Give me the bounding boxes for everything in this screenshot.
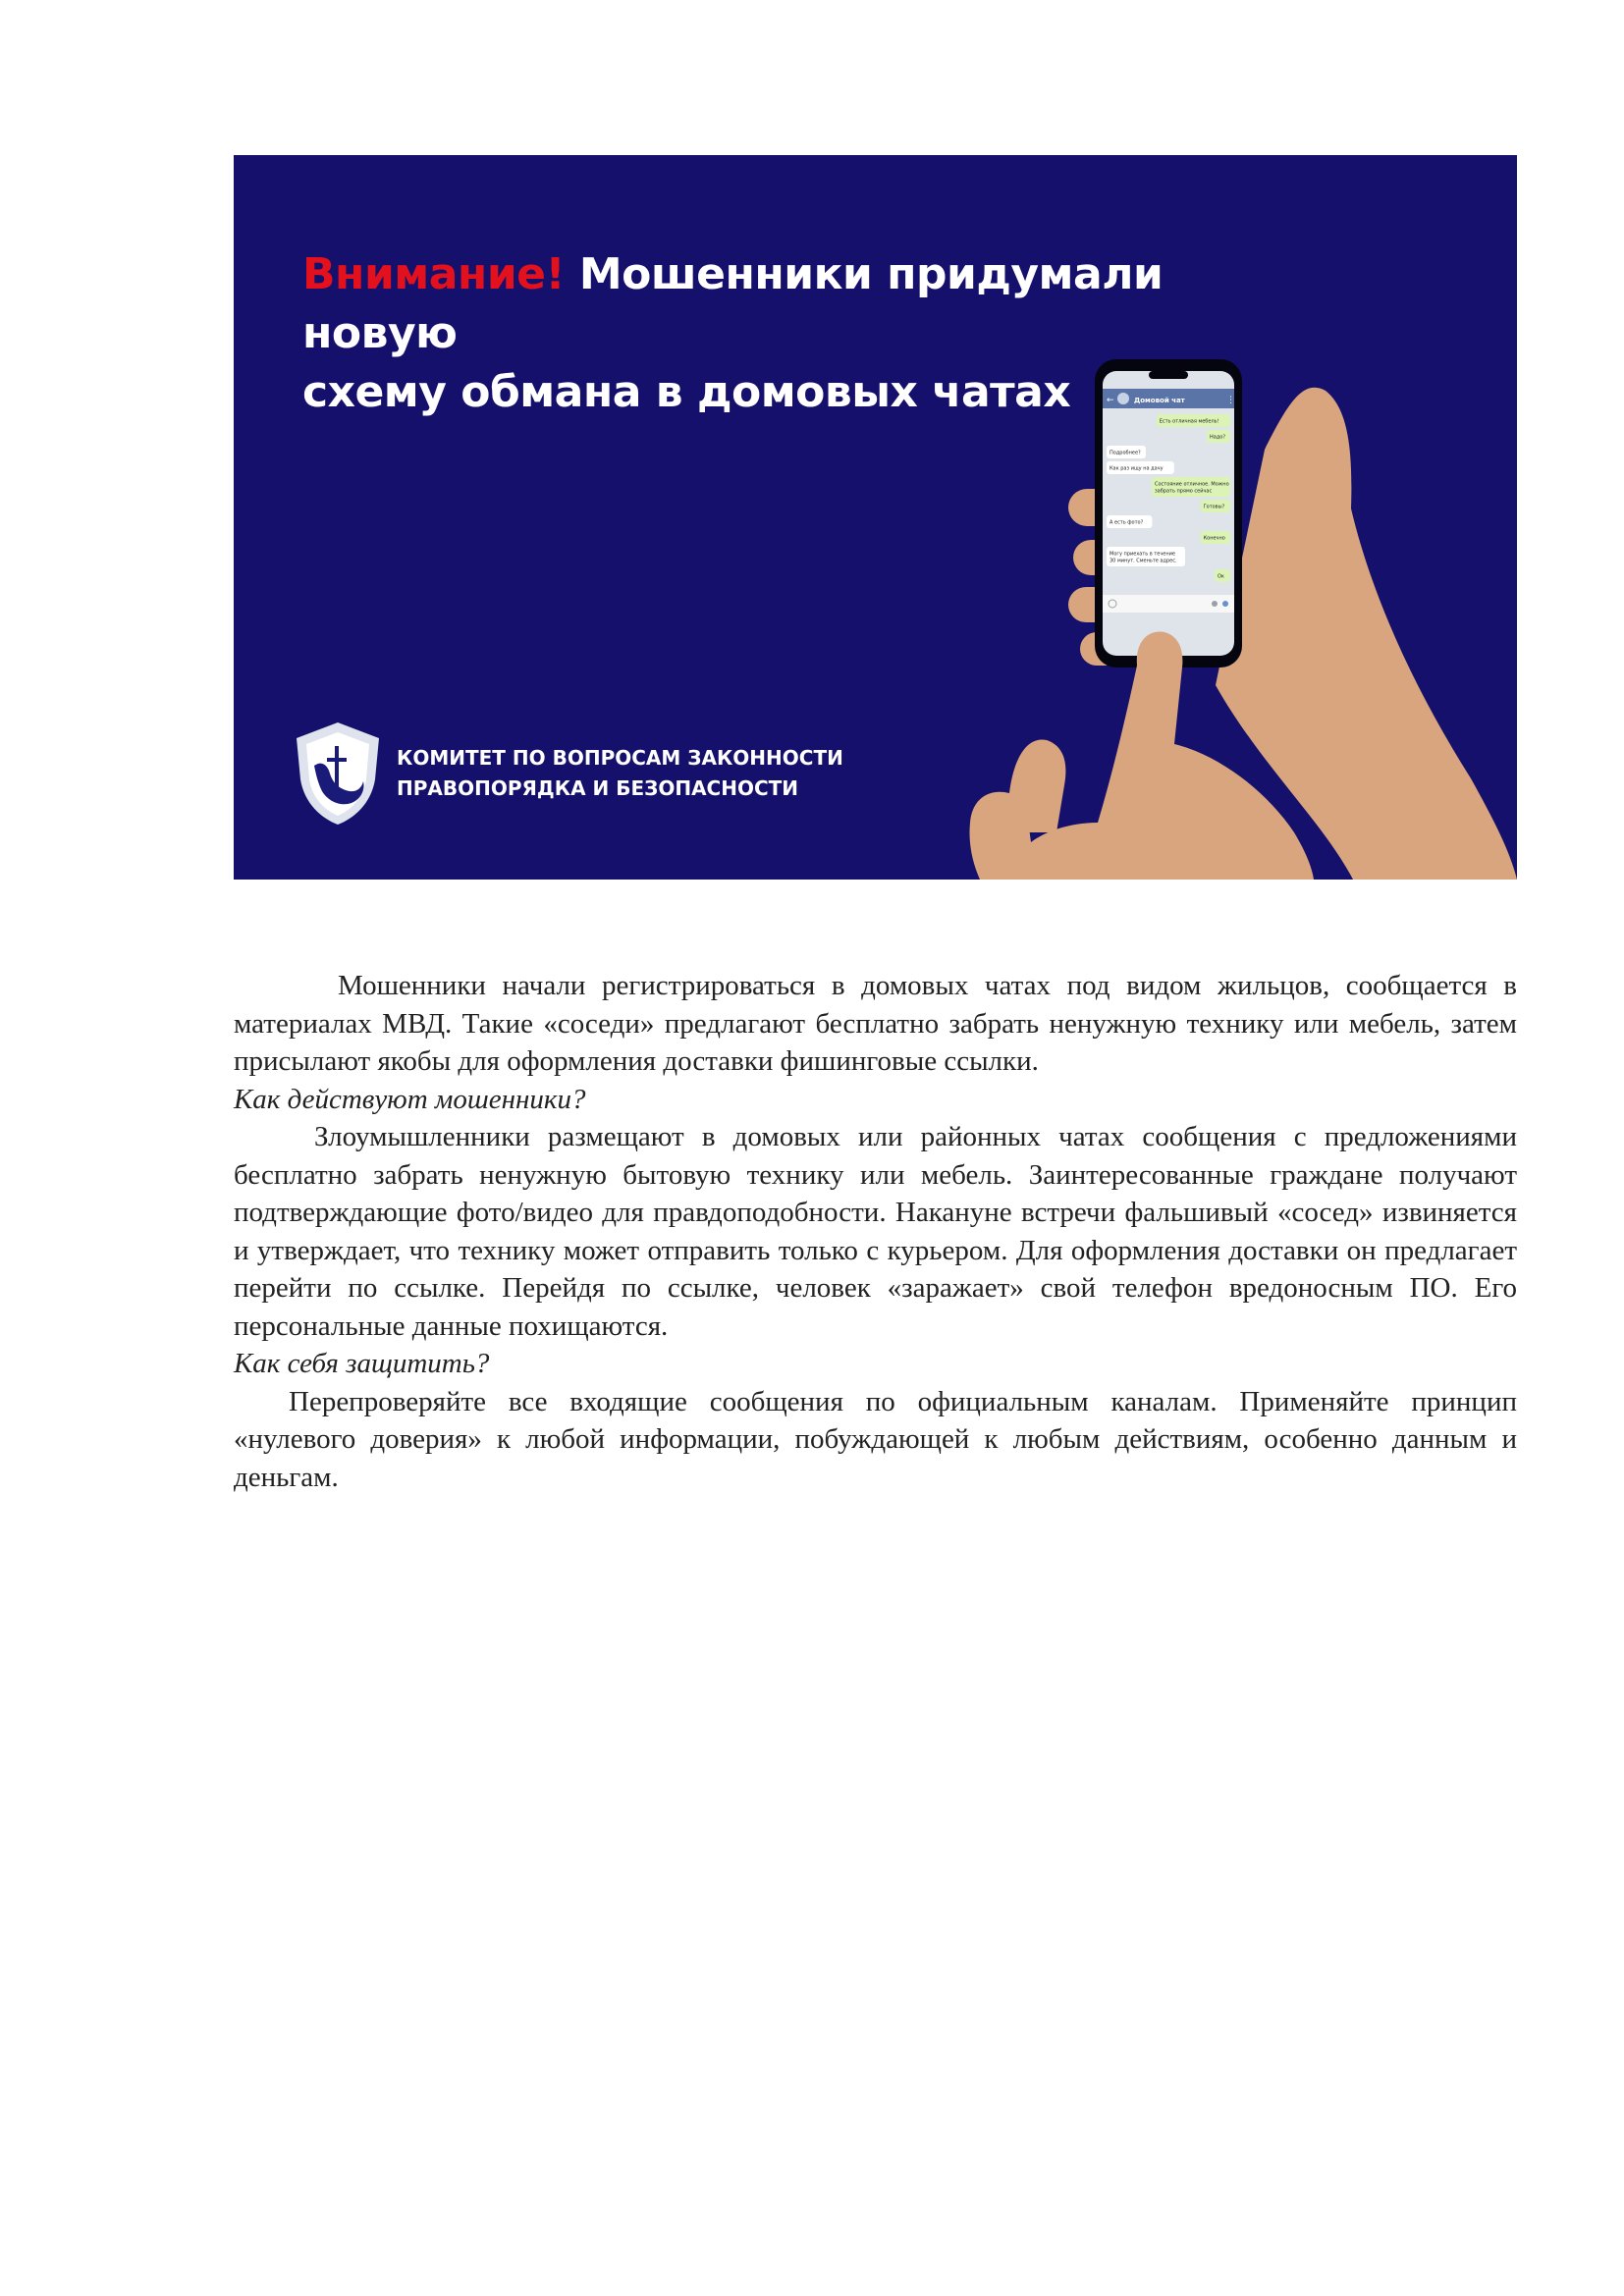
chat-message-text: Подробнее? <box>1110 450 1141 456</box>
phone-screen <box>1103 371 1234 656</box>
committee-logo-block <box>293 721 843 827</box>
send-icon <box>1222 601 1228 607</box>
chat-message-right <box>1201 531 1230 544</box>
chat-message-left <box>1107 461 1174 474</box>
chat-message-left <box>1107 446 1146 458</box>
article-banner <box>234 155 1517 880</box>
committee-name-line2: ПРАВОПОРЯДКА И БЕЗОПАСНОСТИ <box>397 776 799 800</box>
chat-message-right <box>1215 569 1230 582</box>
chat-message-text: Могу приехать в течение <box>1110 551 1175 558</box>
chat-message-text: Состояние отличное. Можно <box>1155 481 1229 488</box>
banner-title-line1: Мошенники придумали новую <box>302 249 1164 358</box>
section-heading-how-to-protect: Как себя защитить? <box>234 1348 490 1379</box>
article-paragraph-advice: Перепроверяйте все входящие сообщения по официальным каналам. Применяйте принцип «нулевого доверия» к любой информации, побуждающей к любым действиям, особенно данным и деньгам. <box>234 1385 1517 1493</box>
more-icon: ⋮ <box>1226 396 1235 405</box>
committee-name <box>397 743 843 804</box>
article-paragraph-scheme: Злоумышленники размещают в домовых или районных чатах сообщения с предложениями бесплатно забрать ненужную бытовую технику или мебель. Заинтересованные граждане получают подтверждающие фото/видео для правдоподобности. Накануне встречи фальшивый «сосед» извиняется и утверждает, что технику может отправить только с курьером. Для оформления доставки он предлагает перейти по ссылке. Перейдя по ссылке, человек «заражает» свой телефон вредоносным ПО. Его персональные данные похищаются. <box>234 1121 1517 1342</box>
chat-message-text: Есть отличная мебель! <box>1159 418 1219 425</box>
chat-message-left <box>1107 515 1152 528</box>
chat-message-text: 30 минут. Сменьте адрес. <box>1110 558 1177 564</box>
chat-message-text: забрать прямо сейчас <box>1155 488 1213 495</box>
phone <box>1095 359 1242 667</box>
attach-icon <box>1212 601 1218 607</box>
chat-title: Домовой чат <box>1134 397 1185 404</box>
chat-message-text: Надо? <box>1210 434 1225 441</box>
chat-message-text: Конечно <box>1203 535 1225 542</box>
banner-title-warning: Внимание! <box>302 249 566 299</box>
committee-name-line1: КОМИТЕТ ПО ВОПРОСАМ ЗАКОННОСТИ <box>397 746 843 770</box>
section-heading-how-fraudsters-act: Как действуют мошенники? <box>234 1083 586 1115</box>
avatar <box>1117 393 1129 404</box>
chat-message-right <box>1207 430 1230 443</box>
banner-title-line2: схему обмана в домовых чатах <box>302 367 1071 417</box>
phone-notch <box>1149 371 1188 379</box>
article-body <box>234 967 1517 1496</box>
article-paragraph-intro: Мошенники начали регистрироваться в домовых чатах под видом жильцов, сообщается в материалах МВД. Такие «соседи» предлагают бесплатно забрать ненужную технику или мебель, затем присылают якобы для оформления доставки фишинговые ссылки. <box>234 970 1517 1077</box>
chat-message-text: Ок <box>1218 573 1224 580</box>
chat-message-text: Как раз ищу на дачу <box>1110 465 1164 472</box>
chat-message-right <box>1201 500 1230 512</box>
back-arrow-icon: ← <box>1107 396 1114 405</box>
chat-message-left <box>1107 547 1185 566</box>
chat-message-right <box>1152 477 1230 497</box>
chat-message-text: Готовы? <box>1203 504 1225 510</box>
chat-message-right <box>1157 414 1230 427</box>
shield-emblem-icon <box>293 721 383 827</box>
chat-message-text: А есть фото? <box>1110 519 1144 526</box>
